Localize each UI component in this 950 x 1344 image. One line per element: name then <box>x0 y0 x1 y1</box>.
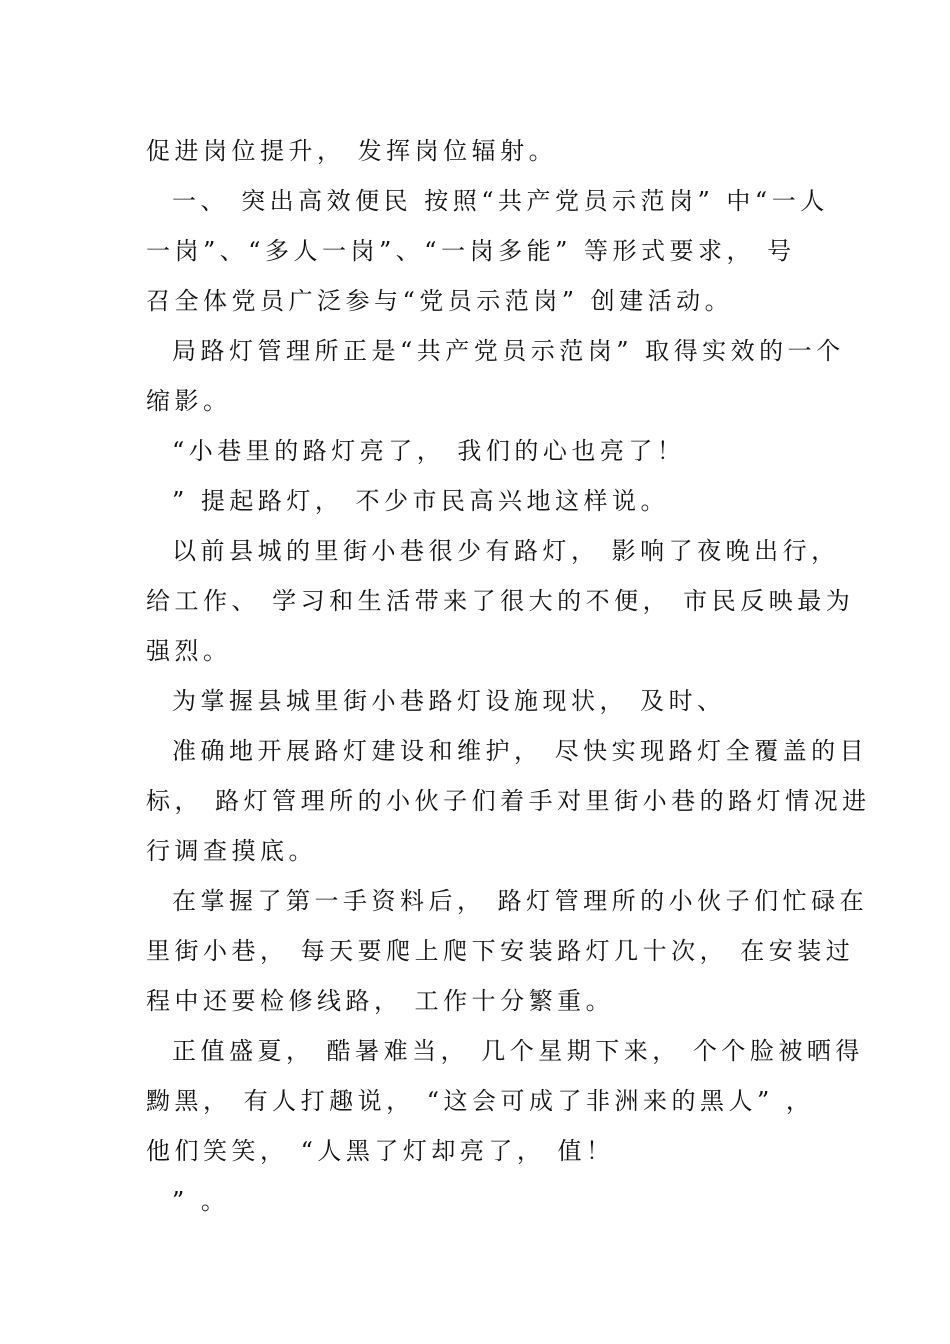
text-line: 召全体党员广泛参与“党员示范岗” 创建活动。 <box>146 287 734 315</box>
text-line: ” 提起路灯， 不少市民高兴地这样说。 <box>172 487 670 515</box>
text-line: 缩影。 <box>146 387 232 415</box>
text-line: 一岗”、“多人一岗”、“一岗多能” 等形式要求， 号 <box>146 237 796 265</box>
text-line: 准确地开展路灯建设和维护， 尽快实现路灯全覆盖的目 <box>172 737 869 765</box>
text-line: 他们笑笑， “人黑了灯却亮了， 值！ <box>146 1137 615 1165</box>
text-line: 促进岗位提升， 发挥岗位辐射。 <box>146 137 558 165</box>
text-line: 标， 路灯管理所的小伙子们着手对里街小巷的路灯情况进 <box>146 787 871 815</box>
text-line: 里街小巷， 每天要爬上爬下安装路灯几十次， 在安装过 <box>146 937 855 965</box>
text-line: 在掌握了第一手资料后， 路灯管理所的小伙子们忙碌在 <box>172 887 869 915</box>
text-line: 一、 突出高效便民 按照“共产党员示范岗” 中“一人 <box>172 187 829 215</box>
text-line: 程中还要检修线路， 工作十分繁重。 <box>146 987 615 1015</box>
text-line: 黝黑， 有人打趣说， “这会可成了非洲来的黑人” ， <box>146 1087 815 1115</box>
text-line: 以前县城的里街小巷很少有路灯， 影响了夜晚出行， <box>172 537 840 565</box>
text-line: 强烈。 <box>146 637 232 665</box>
text-line: 局路灯管理所正是“共产党员示范岗” 取得实效的一个 <box>172 337 845 365</box>
text-line: 给工作、 学习和生活带来了很大的不便， 市民反映最为 <box>146 587 855 615</box>
text-line: “小巷里的路灯亮了， 我们的心也亮了！ <box>172 437 686 465</box>
text-line: ” 。 <box>172 1187 230 1215</box>
text-line: 正值盛夏， 酷暑难当， 几个星期下来， 个个脸被晒得 <box>172 1037 864 1065</box>
text-line: 行调查摸底。 <box>146 837 317 865</box>
text-line: 为掌握县城里街小巷路灯设施现状， 及时、 <box>172 687 726 715</box>
